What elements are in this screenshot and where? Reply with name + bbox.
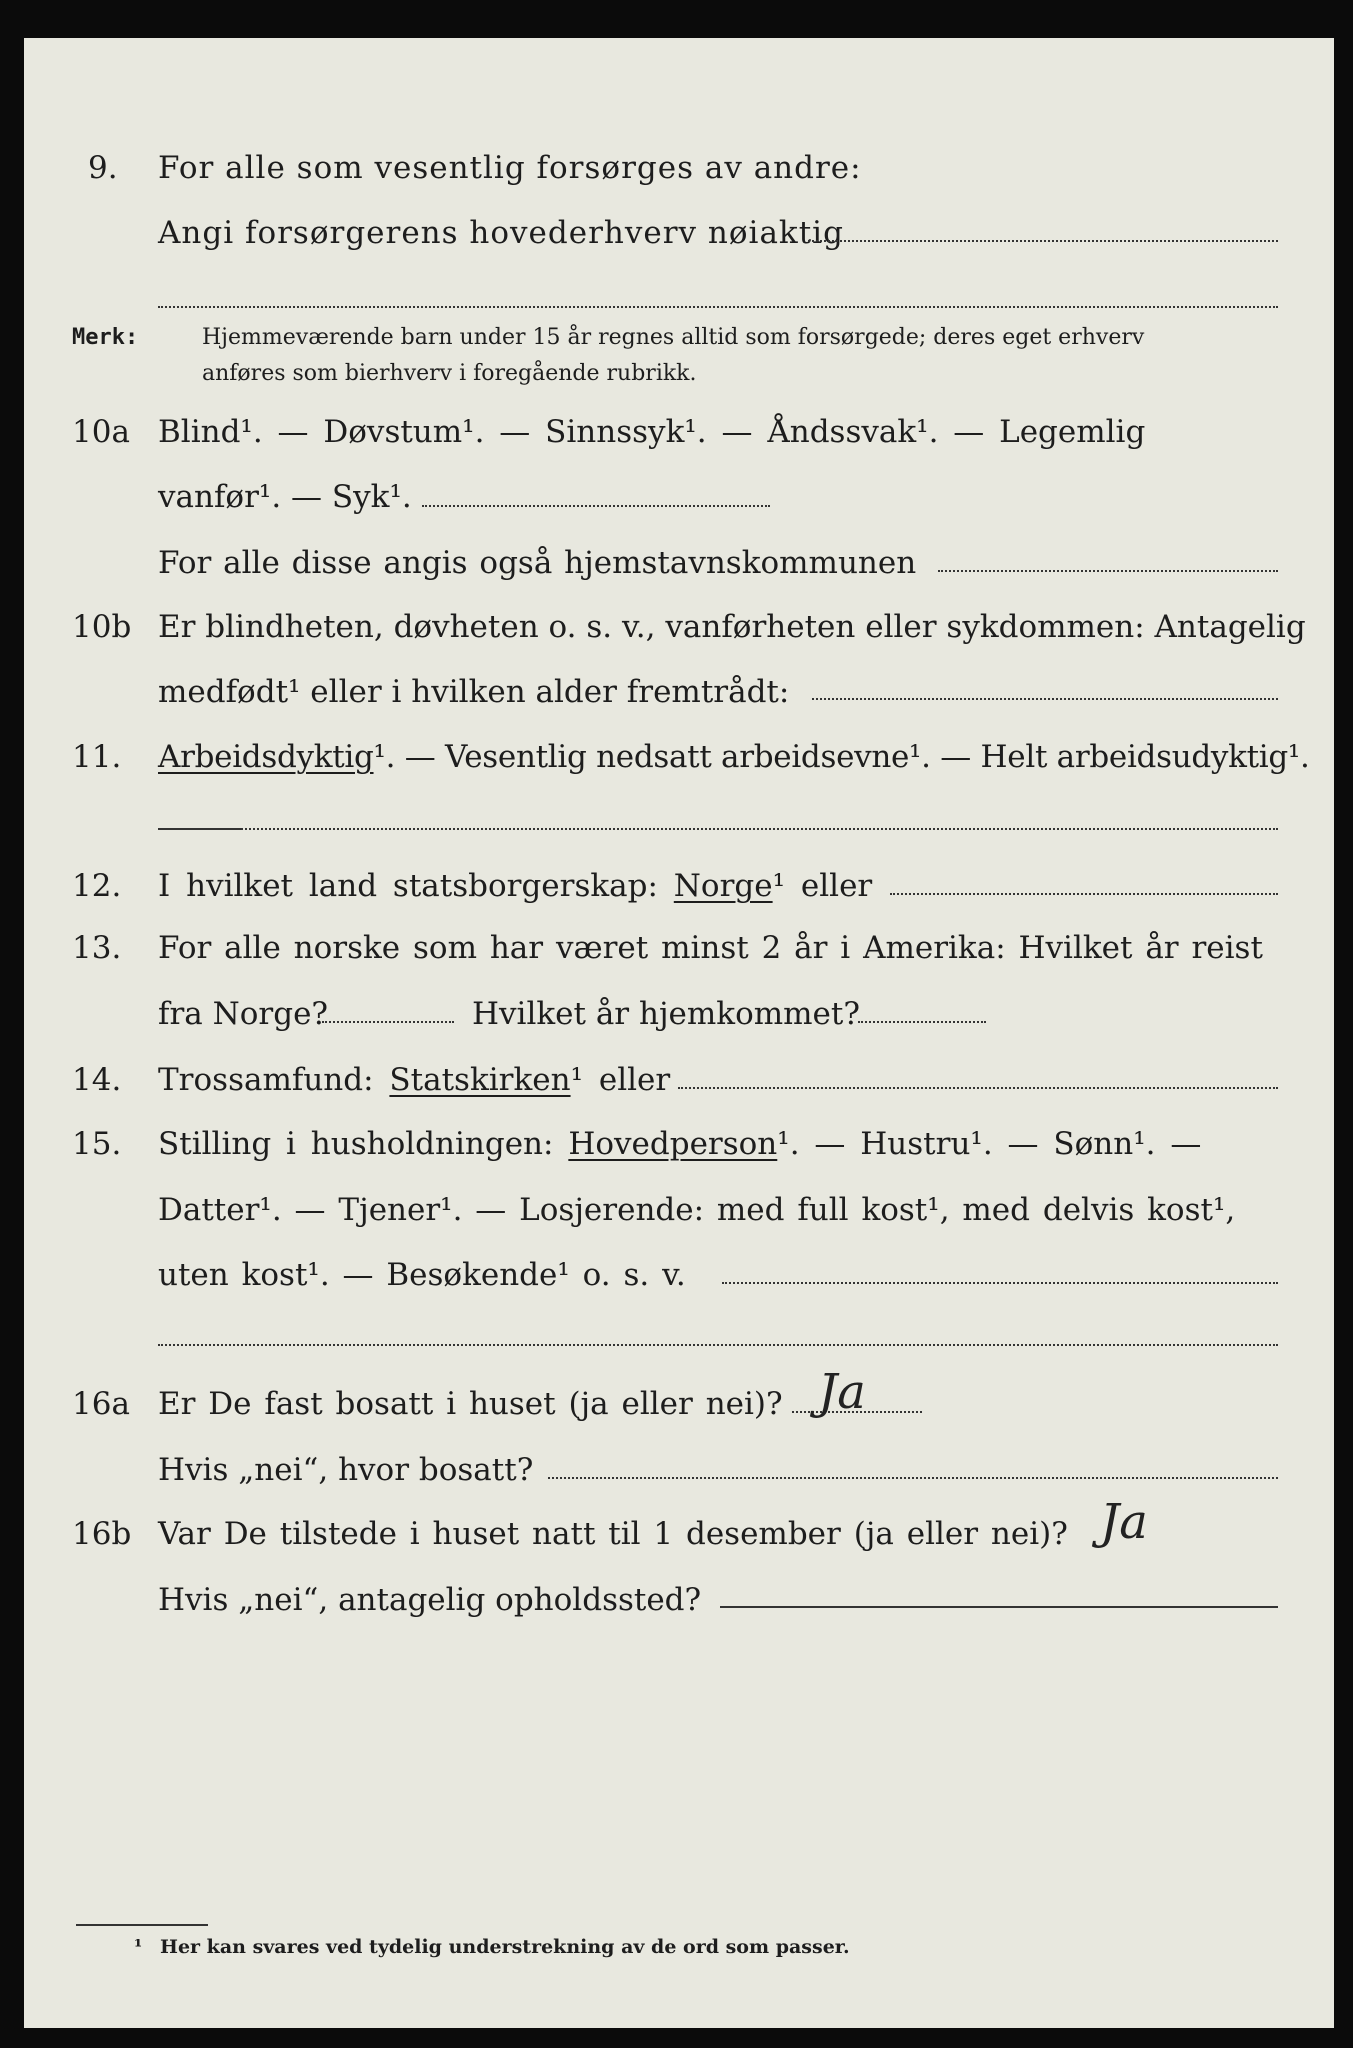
q16b-handwritten-answer: Ja xyxy=(1100,1494,1148,1550)
q9-line1: For alle som vesentlig forsørges av andre: xyxy=(158,150,862,186)
q13-line2b: Hvilket år hjemkommet? xyxy=(472,996,860,1032)
q15-number: 15. xyxy=(72,1126,122,1162)
q16a-line2: Hvis „nei“, hvor bosatt? xyxy=(158,1452,534,1488)
q13-reist-line xyxy=(322,1021,454,1023)
q14-answer-line xyxy=(678,1087,1278,1089)
q10b-line1: Er blindheten, døvheten o. s. v., vanførheten eller sykdommen: Antagelig xyxy=(158,609,1306,645)
q12-selected-option: Norge xyxy=(673,868,773,904)
q13-line2a: fra Norge? xyxy=(158,996,329,1032)
q12-number: 12. xyxy=(72,868,122,904)
q16b-line1: Var De tilstede i huset natt til 1 desember (ja eller nei)? xyxy=(158,1516,1068,1552)
merk-line2: anføres som bierhverv i foregående rubrikk. xyxy=(202,361,697,386)
q10a-line3: For alle disse angis også hjemstavnskommunen xyxy=(158,545,917,581)
q11-number: 11. xyxy=(72,739,122,775)
q14-number: 14. xyxy=(72,1062,122,1098)
q15-selected-option: Hovedperson xyxy=(568,1126,778,1162)
q10a-line1: Blind¹. — Døvstum¹. — Sinnssyk¹. — Åndssvak¹. — Legemlig xyxy=(158,414,1146,450)
q14-line xyxy=(158,1060,670,1100)
q15-line2: Datter¹. — Tjener¹. — Losjerende: med full kost¹, med delvis kost¹, xyxy=(158,1192,1236,1228)
q11-options: ¹. — Vesentlig nedsatt arbeidsevne¹. — Helt arbeidsudyktig¹. xyxy=(373,739,1310,775)
q11-selected-option: Arbeidsdyktig xyxy=(158,739,374,775)
q14-or: ¹ eller xyxy=(570,1062,671,1098)
q16a-line1: Er De fast bosatt i huset (ja eller nei)? xyxy=(158,1386,783,1422)
q12-or: ¹ eller xyxy=(772,868,873,904)
q15-line3: uten kost¹. — Besøkende¹ o. s. v. xyxy=(158,1257,686,1293)
merk-line1: Hjemmeværende barn under 15 år regnes alltid som forsørgede; deres eget erhverv xyxy=(202,325,1145,350)
q16a-number: 16a xyxy=(72,1386,130,1422)
footnote-text: Her kan svares ved tydelig understrekning av de ord som passer. xyxy=(160,1936,850,1958)
q10b-answer-line xyxy=(812,698,1278,700)
q11-line xyxy=(158,737,1310,777)
q9-line2: Angi forsørgerens hovederhverv nøiaktig xyxy=(158,215,844,251)
q15-line1 xyxy=(158,1124,1201,1164)
q15-answer-line xyxy=(722,1282,1278,1284)
footnote-rule xyxy=(76,1924,208,1926)
q11-rule xyxy=(158,828,242,830)
q16b-opholdssted-line xyxy=(720,1606,1278,1608)
q15-question: Stilling i husholdningen: xyxy=(158,1126,554,1162)
q11-extra-line xyxy=(158,828,1278,830)
q10a-answer-line xyxy=(422,505,770,507)
footnote-mark: ¹ xyxy=(134,1936,143,1958)
q9-extra-line xyxy=(158,306,1278,308)
q15-options-1: ¹. — Hustru¹. — Sønn¹. — xyxy=(777,1126,1202,1162)
q16b-line2: Hvis „nei“, antagelig opholdssted? xyxy=(158,1582,702,1618)
q13-hjemkommet-line xyxy=(858,1021,986,1023)
q12-answer-line xyxy=(890,893,1278,895)
q16a-handwritten-answer: Ja xyxy=(818,1364,866,1420)
q10b-number: 10b xyxy=(72,609,132,645)
q12-line xyxy=(158,866,872,906)
q9-answer-line xyxy=(808,240,1278,242)
q14-question: Trossamfund: xyxy=(158,1062,374,1098)
q13-line1: For alle norske som har været minst 2 år i Amerika: Hvilket år reist xyxy=(158,930,1263,966)
merk-label: Merk: xyxy=(72,325,139,350)
q9-number: 9. xyxy=(88,150,118,186)
q10b-line2: medfødt¹ eller i hvilken alder fremtrådt: xyxy=(158,674,790,710)
q10a-number: 10a xyxy=(72,414,130,450)
q13-number: 13. xyxy=(72,930,122,966)
q16a-bosatt-line xyxy=(548,1477,1278,1479)
q10a-line2: vanfør¹. — Syk¹. xyxy=(158,479,412,515)
q16b-number: 16b xyxy=(72,1516,132,1552)
q15-extra-line xyxy=(158,1344,1278,1346)
q10a-kommune-line xyxy=(938,570,1278,572)
q12-question: I hvilket land statsborgerskap: xyxy=(158,868,658,904)
q14-selected-option: Statskirken xyxy=(389,1062,571,1098)
